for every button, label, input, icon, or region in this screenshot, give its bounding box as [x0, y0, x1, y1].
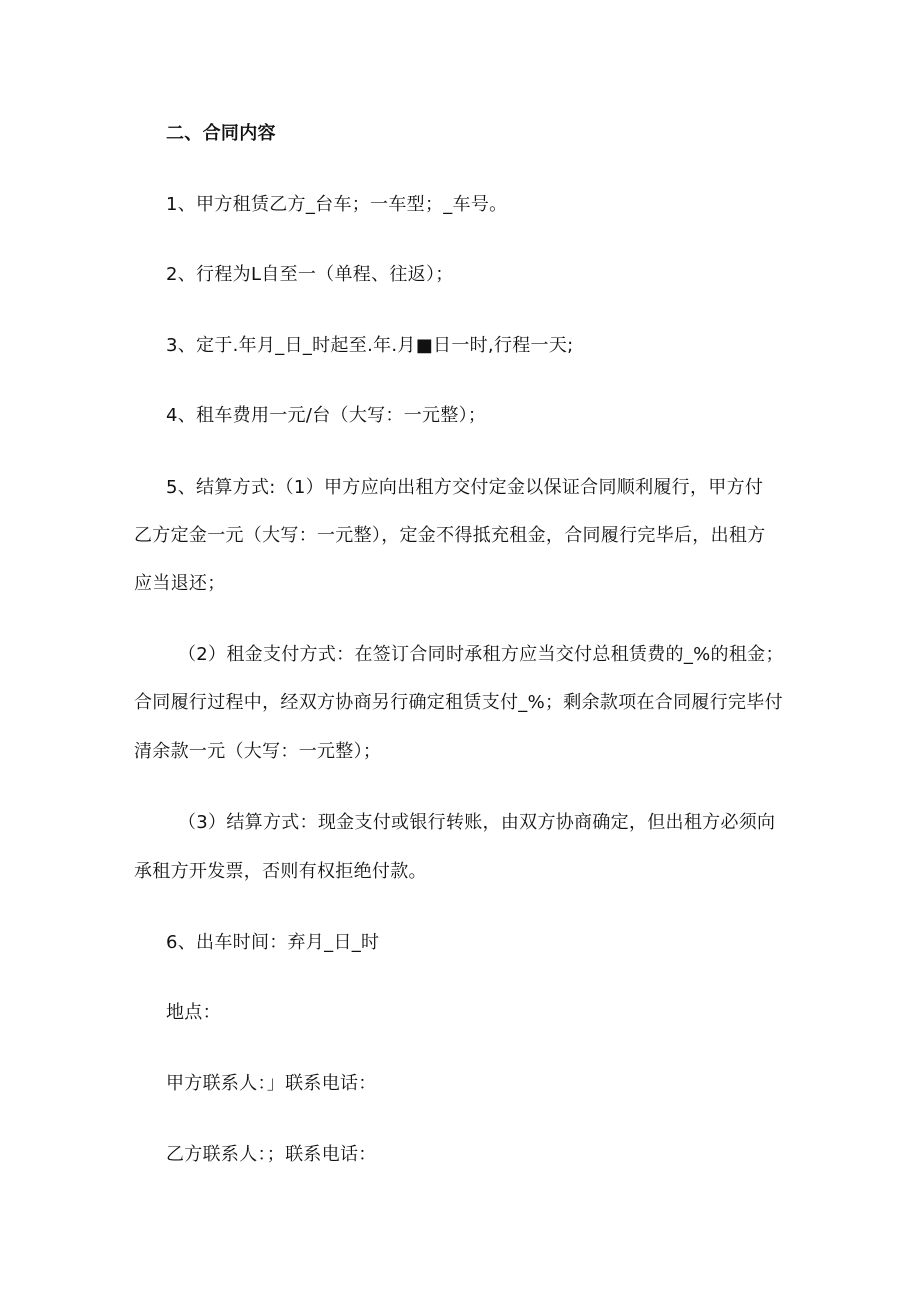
location-label: 地点： — [166, 1002, 221, 1023]
clause-1: 1、甲方租赁乙方_台车；一车型；_车号。 — [166, 194, 508, 215]
clause-5-sub-2-line-1: （2）租金支付方式：在签订合同时承租方应当交付总租赁费的_%的租金； — [178, 644, 784, 665]
clause-5-line-3: 应当退还； — [134, 573, 226, 594]
clause-5-sub-2-line-2: 合同履行过程中，经双方协商另行确定租赁支付_%；剩余款项在合同履行完毕付 — [134, 692, 783, 713]
clause-3: 3、定于.年月_日_时起至.年.月■日一时,行程一天; — [166, 335, 574, 356]
clause-5-line-2: 乙方定金一元（大写：一元整），定金不得抵充租金，合同履行完毕后，出租方 — [134, 525, 766, 546]
clause-5-sub-3-line-1: （3）结算方式：现金支付或银行转账，由双方协商确定，但出租方必须向 — [178, 812, 776, 833]
party-b-contact: 乙方联系人：；联系电话： — [166, 1144, 377, 1165]
clause-2: 2、行程为L自至一（单程、往返）； — [166, 264, 454, 285]
clause-4: 4、租车费用一元/台（大写：一元整）； — [166, 405, 487, 426]
party-a-contact: 甲方联系人：」联系电话： — [166, 1073, 377, 1094]
clause-5-sub-3-line-2: 承租方开发票，否则有权拒绝付款。 — [134, 861, 427, 882]
clause-6: 6、出车时间：弃月_日_时 — [166, 932, 380, 953]
clause-5-line-1: 5、结算方式:（1）甲方应向出租方交付定金以保证合同顺利履行，甲方付 — [166, 477, 764, 498]
section-heading: 二、合同内容 — [166, 123, 276, 144]
clause-5-sub-2-line-3: 清余款一元（大写：一元整）； — [134, 741, 382, 762]
